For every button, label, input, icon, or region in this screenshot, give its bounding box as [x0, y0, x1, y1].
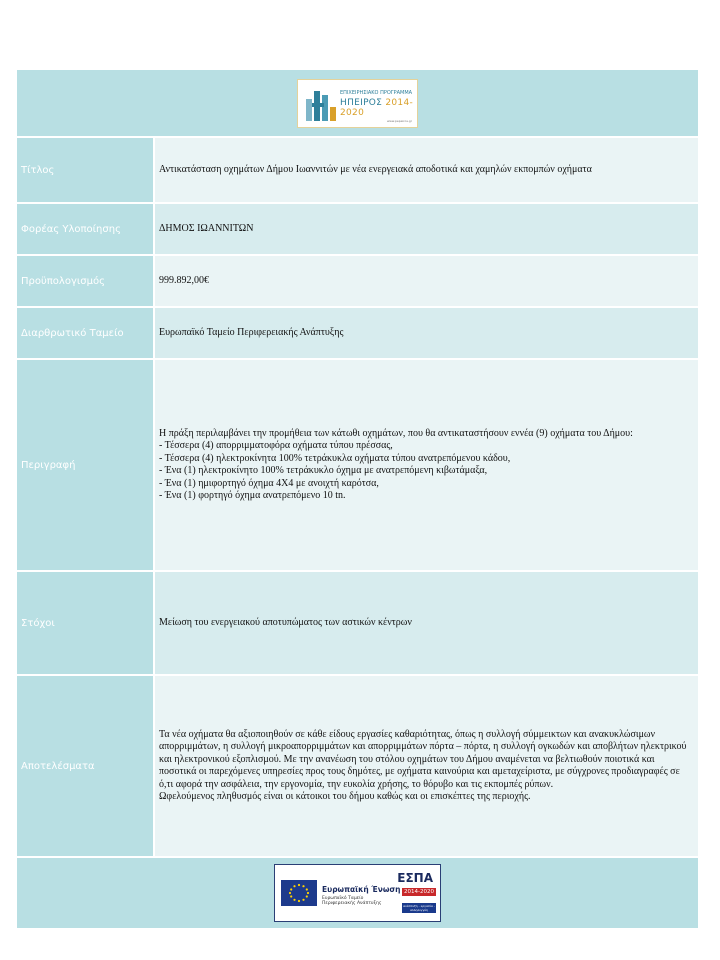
row-label: Αποτελέσματα [17, 676, 155, 856]
row-results [17, 676, 698, 858]
row-value: ΔΗΜΟΣ ΙΩΑΝΝΙΤΩΝ [155, 204, 698, 254]
epirus-logo-line2: ΗΠΕΙΡΟΣ 2014-2020 [340, 97, 414, 118]
row-value: Τα νέα οχήματα θα αξιοποιηθούν σε κάθε είδους εργασίες καθαριότητας, όπως η συλλογή σύμμεικτων και ανακυκλώσιμων απορριμμάτων, η συλλογή μικροαπορριμμάτων και απορριμμάτων πόρτα – πόρτα, η συλλογή ογκωδών και αποβλήτων ηλεκτρικού και ηλεκτρονικού εξοπλισμού. Με την ανανέωση του στόλου οχημάτων του Δήμου αναμένεται να βελτιωθούν ποιοτικά και ποσοτικά οι παρεχόμενες υπηρεσίες προς τους δημότες, με οχήματα καινούρια και αμεταχείριστα, με σύγχρονες προδιαγραφές σε ό,τι αφορά την ασφάλεια, την εργονομία, την ευκολία χρήσης, το θόρυβο και τις εκπομπές ρύπων. Ωφελούμενος πληθυσμός είναι οι κάτοικοι του δήμου καθώς και οι επισκέπτες της περιοχής. [155, 676, 698, 856]
espa-title: ΕΣΠΑ [397, 871, 433, 885]
row-label: Προϋπολογισμός [17, 256, 155, 306]
row-label: Φορέας Υλοποίησης [17, 204, 155, 254]
eu-name: Ευρωπαϊκή Ένωση [322, 885, 401, 894]
bottom-logo-row [17, 858, 698, 930]
eu-flag-icon [281, 880, 317, 906]
row-value: Αντικατάσταση οχημάτων Δήμου Ιωαννιτών με νέα ενεργειακά αποδοτικά και χαμηλών εκπομπών οχήματα [155, 138, 698, 202]
row-fund [17, 308, 698, 360]
row-goals [17, 572, 698, 676]
epirus-logo-line1: ΕΠΙΧΕΙΡΗΣΙΑΚΟ ΠΡΟΓΡΑΜΜΑ [340, 89, 413, 96]
row-value: 999.892,00€ [155, 256, 698, 306]
row-implementer [17, 204, 698, 256]
row-value: Ευρωπαϊκό Ταμείο Περιφερειακής Ανάπτυξης [155, 308, 698, 358]
espa-years: 2014-2020 [402, 888, 436, 896]
row-title [17, 138, 698, 204]
row-label: Περιγραφή [17, 360, 155, 570]
epirus-program-logo [297, 79, 418, 128]
epirus-mark-icon [304, 85, 340, 123]
epirus-logo-url: www.pepeiros.gr [386, 118, 412, 123]
row-label: Στόχοι [17, 572, 155, 674]
row-label: Τίτλος [17, 138, 155, 202]
row-label: Διαρθρωτικό Ταμείο [17, 308, 155, 358]
project-info-table [17, 70, 698, 930]
top-logo-row [17, 70, 698, 138]
row-value: Μείωση του ενεργειακού αποτυπώματος των αστικών κέντρων [155, 572, 698, 674]
row-value: Η πράξη περιλαμβάνει την προμήθεια των κάτωθι οχημάτων, που θα αντικαταστήσουν εννέα (9) οχήματα του Δήμου: - Τέσσερα (4) απορριμματοφόρα οχήματα τύπου πρέσσας, - Τέσσερα (4) ηλεκτροκίνητα 100% τετράκυκλα οχήματα τύπου ανατρεπόμενου κάδου, - Ένα (1) ηλεκτροκίνητο 100% τετράκυκλο όχημα με ανατρεπόμενη κιβωτάμαξα, - Ένα (1) ημιφορτηγό όχημα 4Χ4 με ανοιχτή καρότσα, - Ένα (1) φορτηγό όχημα ανατρεπόμενο 10 tn. [155, 360, 698, 570]
espa-slogan: ανάπτυξη - εργασία - αλληλεγγύη [403, 904, 435, 912]
row-description [17, 360, 698, 572]
row-budget [17, 256, 698, 308]
eu-espa-logo [274, 864, 441, 922]
eu-fund-name: Ευρωπαϊκό Ταμείο Περιφερειακής Ανάπτυξης [322, 896, 382, 907]
